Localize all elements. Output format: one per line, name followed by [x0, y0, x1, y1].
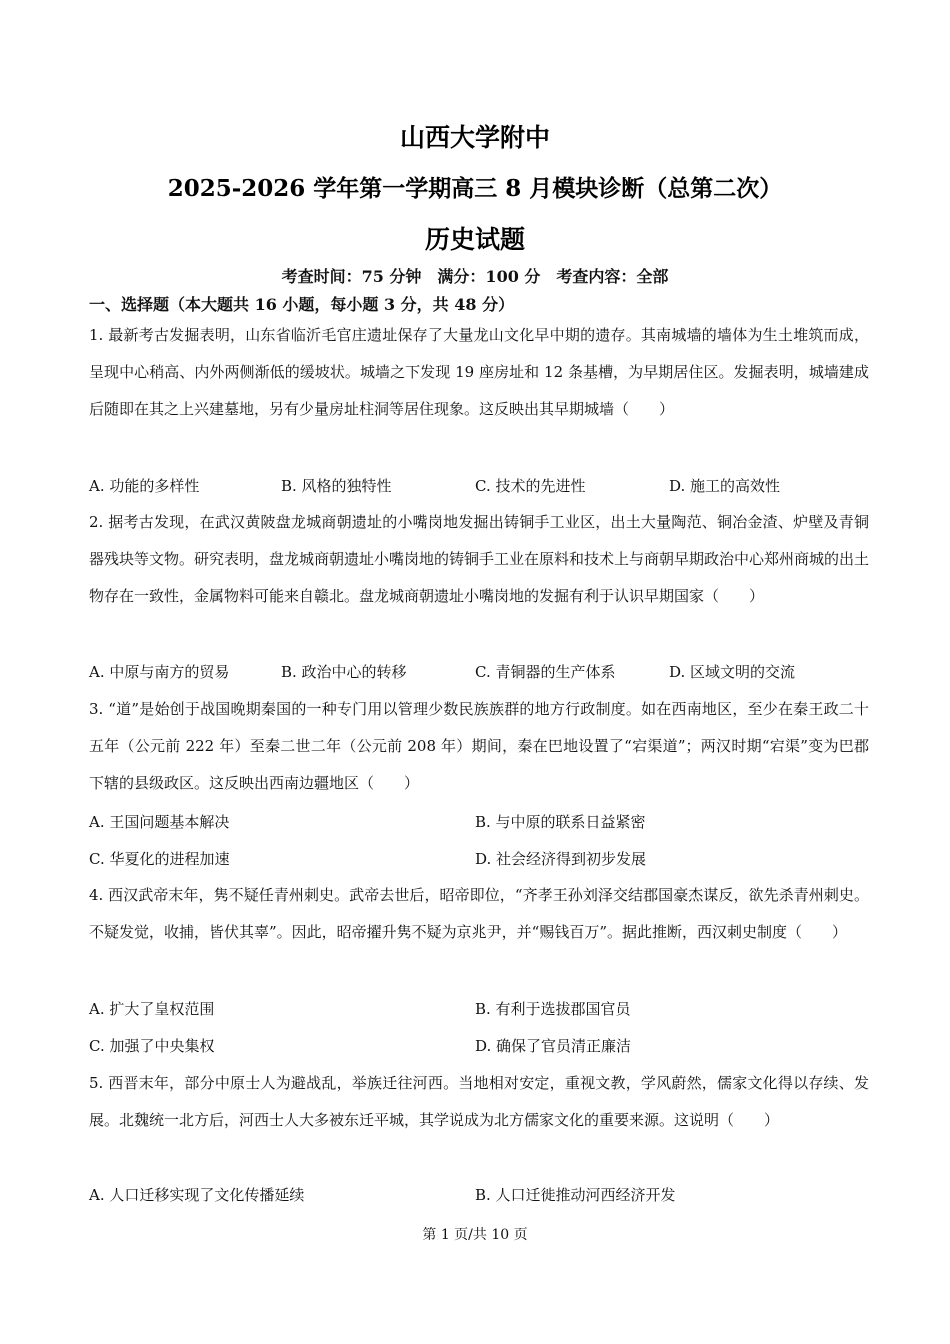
question-4-option-b[interactable]: B. 有利于选拔郡国官员	[475, 1000, 631, 1018]
question-5-option-b[interactable]: B. 人口迁徙推动河西经济开发	[475, 1186, 676, 1204]
section-heading: 一、选择题（本大题共 16 小题，每小题 3 分，共 48 分）	[89, 295, 515, 314]
subject-title: 历史试题	[424, 225, 525, 254]
school-title: 山西大学附中	[399, 123, 550, 152]
question-2-stem: 2. 据考古发现，在武汉黄陂盘龙城商朝遗址的小嘴岗地发掘出铸铜手工业区，出土大量陶范、铜冶金渣、炉壁及青铜器残块等文物。研究表明，盘龙城商朝遗址小嘴岗地的铸铜手工业在原料和技术上与商朝早期政治中心郑州商城的出土物存在一致性，金属物料可能来自赣北。盘龙城商朝遗址小嘴岗地的发掘有利于认识早期国家（ ）	[89, 513, 870, 605]
exam-title: 2025-2026 学年第一学期高三 8 月模块诊断（总第二次）	[167, 175, 783, 202]
question-3-stem: 3. “道”是始创于战国晚期秦国的一种专门用以管理少数民族族群的地方行政制度。如在西南地区，至少在秦王政二十五年（公元前 222 年）至秦二世二年（公元前 208 年）期间，秦在巴地设置了“宕渠道”；两汉时期“宕渠”变为巴郡下辖的县级政区。这反映出西南边疆地区（ ）	[89, 700, 869, 792]
exam-info: 考查时间：75 分钟 满分：100 分 考查内容：全部	[281, 267, 669, 286]
question-2-option-b[interactable]: B. 政治中心的转移	[281, 663, 407, 681]
question-2-option-c[interactable]: C. 青铜器的生产体系	[475, 663, 616, 681]
question-5-option-a[interactable]: A. 人口迁移实现了文化传播延续	[89, 1186, 305, 1204]
question-3-option-c[interactable]: C. 华夏化的进程加速	[89, 850, 230, 868]
question-4-option-d[interactable]: D. 确保了官员清正廉洁	[475, 1037, 632, 1055]
question-1-option-a[interactable]: A. 功能的多样性	[89, 477, 200, 495]
question-3-option-d[interactable]: D. 社会经济得到初步发展	[475, 850, 647, 868]
page-number: 第 1 页/共 10 页	[422, 1227, 528, 1243]
question-3-option-b[interactable]: B. 与中原的联系日益紧密	[475, 813, 646, 831]
question-1-option-c[interactable]: C. 技术的先进性	[475, 477, 586, 495]
question-3-option-a[interactable]: A. 王国问题基本解决	[89, 813, 230, 831]
question-1-option-d[interactable]: D. 施工的高效性	[669, 477, 781, 495]
question-1-option-b[interactable]: B. 风格的独特性	[281, 477, 392, 495]
question-4-option-c[interactable]: C. 加强了中央集权	[89, 1037, 215, 1055]
question-2-option-d[interactable]: D. 区域文明的交流	[669, 663, 796, 681]
question-2-option-a[interactable]: A. 中原与南方的贸易	[89, 663, 230, 681]
question-5-stem: 5. 西晋末年，部分中原士人为避战乱，举族迁往河西。当地相对安定，重视文教，学风蔚然，儒家文化得以存续、发展。北魏统一北方后，河西士人大多被东迁平城，其学说成为北方儒家文化的重要来源。这说明（ ）	[89, 1074, 869, 1129]
question-1-stem: 1. 最新考古发掘表明，山东省临沂毛官庄遗址保存了大量龙山文化早中期的遗存。其南城墙的墙体为生土堆筑而成，呈现中心稍高、内外两侧渐低的缓坡状。城墙之下发现 19 座房址和 12 条基槽，为早期居住区。发掘表明，城墙建成后随即在其之上兴建墓地，另有少量房址柱洞等居住现象。这反映出其早期城墙（ ）	[89, 326, 869, 418]
question-4-option-a[interactable]: A. 扩大了皇权范围	[89, 1000, 215, 1018]
question-4-stem: 4. 西汉武帝末年，隽不疑任青州刺史。武帝去世后，昭帝即位，“齐孝王孙刘泽交结郡国豪杰谋反，欲先杀青州刺史。不疑发觉，收捕，皆伏其辜”。因此，昭帝擢升隽不疑为京兆尹，并“赐钱百万”。据此推断，西汉刺史制度（ ）	[89, 886, 869, 941]
